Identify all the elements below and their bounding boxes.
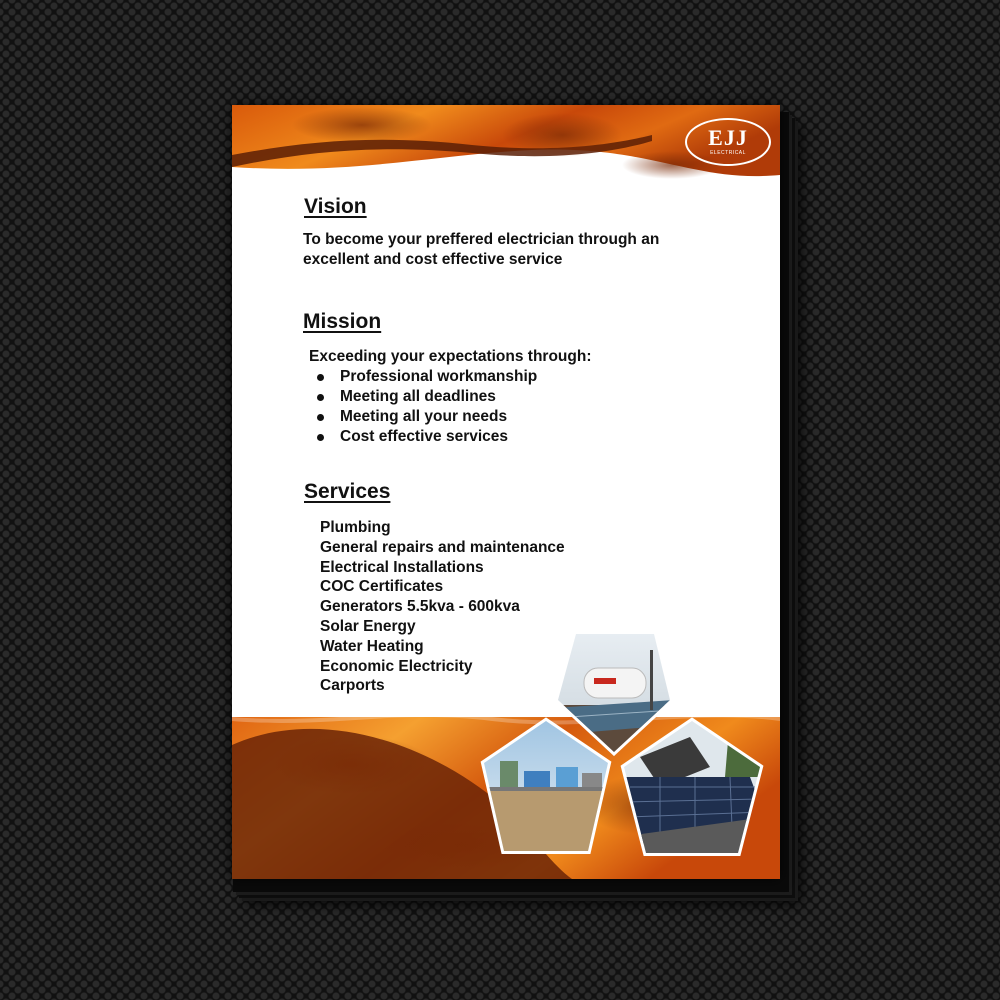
list-item: General repairs and maintenance [320, 538, 565, 556]
generator-site-photo [480, 717, 612, 857]
vision-line-1: To become your preffered electrician through an [303, 231, 660, 248]
list-item: Generators 5.5kva - 600kva [320, 598, 520, 616]
flyer-page [232, 105, 780, 879]
list-item: Meeting all deadlines [302, 387, 537, 407]
list-item: Electrical Installations [320, 558, 484, 576]
mission-intro: Exceeding your expectations through: [309, 348, 592, 365]
solar-panel-roof-photo [620, 717, 765, 859]
company-logo [685, 118, 771, 166]
mission-heading: Mission [303, 310, 382, 333]
list-item: Professional workmanship [302, 367, 537, 387]
list-item: Meeting all your needs [302, 407, 537, 427]
services-list [320, 518, 565, 696]
list-item: Solar Energy [320, 617, 416, 635]
services-heading: Services [304, 480, 391, 503]
vision-text [303, 230, 659, 270]
logo-subtitle: ELECTRICAL [710, 150, 746, 156]
vision-line-2: excellent and cost effective service [303, 251, 563, 268]
list-item: Water Heating [320, 637, 424, 655]
list-item: COC Certificates [320, 578, 444, 596]
list-item: Cost effective services [302, 427, 537, 447]
mission-list [302, 367, 537, 447]
vision-heading: Vision [304, 195, 367, 218]
logo-mark: EJJ [708, 125, 748, 150]
list-item: Economic Electricity [320, 657, 473, 675]
list-item: Carports [320, 677, 385, 695]
list-item: Plumbing [320, 519, 391, 536]
